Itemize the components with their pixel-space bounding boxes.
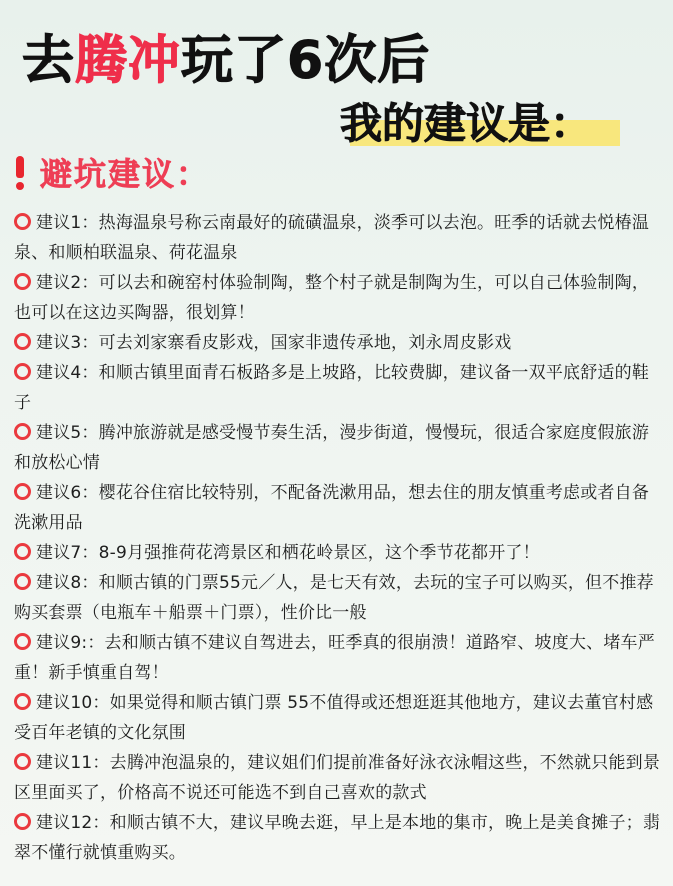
tips-list <box>14 208 664 868</box>
circle-bullet-icon <box>14 213 31 230</box>
tip-label: 建议10： <box>36 693 110 713</box>
circle-bullet-icon <box>14 573 31 590</box>
tip-label: 建议9:： <box>36 633 105 653</box>
circle-bullet-icon <box>14 273 31 290</box>
tip-text: 可以去和碗窑村体验制陶，整个村子就是制陶为生，可以自己体验制陶，也可以在这边买陶器，很划算！ <box>14 273 650 323</box>
tip-text: 可去刘家寨看皮影戏，国家非遗传承地，刘永周皮影戏 <box>98 333 512 353</box>
title-suffix: 玩了6次后 <box>181 30 431 91</box>
tip-label: 建议7： <box>36 543 99 563</box>
tip-label: 建议4： <box>36 363 99 383</box>
tip-label: 建议2： <box>36 273 99 293</box>
tip-item <box>14 748 664 808</box>
tip-label: 建议5： <box>36 423 99 443</box>
tip-item <box>14 538 664 568</box>
tip-text: 樱花谷住宿比较特别，不配备洗漱用品，想去住的朋友慎重考虑或者自备洗漱用品 <box>14 483 650 533</box>
tip-text: 8-9月强推荷花湾景区和栖花岭景区，这个季节花都开了！ <box>98 543 540 563</box>
circle-bullet-icon <box>14 753 31 770</box>
tip-text: 如果觉得和顺古镇门票 55不值得或还想逛逛其他地方，建议去董官村感受百年老镇的文化氛围 <box>14 693 654 743</box>
exclamation-icon <box>14 154 26 190</box>
tip-item <box>14 358 664 418</box>
subtitle-block <box>340 98 592 150</box>
circle-bullet-icon <box>14 693 31 710</box>
tip-text: 腾冲旅游就是感受慢节奏生活，漫步街道，慢慢玩，很适合家庭度假旅游和放松心情 <box>14 423 650 473</box>
tip-text: 去腾冲泡温泉的，建议姐们们提前准备好泳衣泳帽这些，不然就只能到景区里面买了，价格高不说还可能选不到自己喜欢的款式 <box>14 753 661 803</box>
tip-item <box>14 328 664 358</box>
tip-label: 建议11： <box>36 753 110 773</box>
tip-item <box>14 418 664 478</box>
tip-text: 和顺古镇的门票55元／人，是七天有效，去玩的宝子可以购买，但不推荐购买套票（电瓶车＋船票＋门票），性价比一般 <box>14 573 654 623</box>
circle-bullet-icon <box>14 813 31 830</box>
tip-item <box>14 628 664 688</box>
tip-item <box>14 208 664 268</box>
circle-bullet-icon <box>14 333 31 350</box>
circle-bullet-icon <box>14 363 31 380</box>
circle-bullet-icon <box>14 633 31 650</box>
subtitle: 我的建议是： <box>340 99 593 148</box>
page-title <box>22 20 430 90</box>
tip-label: 建议1： <box>36 213 99 233</box>
section-title: 避坑建议： <box>40 155 211 193</box>
tip-item <box>14 478 664 538</box>
tip-text: 去和顺古镇不建议自驾进去，旺季真的很崩溃！道路窄、坡度大、堵车严重！新手慎重自驾！ <box>14 633 655 683</box>
section-header <box>14 150 210 194</box>
title-prefix: 去 <box>22 30 76 91</box>
tip-item <box>14 268 664 328</box>
tip-text: 和顺古镇里面青石板路多是上坡路，比较费脚，建议备一双平底舒适的鞋子 <box>14 363 650 413</box>
tip-item <box>14 688 664 748</box>
tip-text: 和顺古镇不大，建议早晚去逛，早上是本地的集市，晚上是美食摊子；翡翠不懂行就慎重购买。 <box>14 813 661 863</box>
tip-item <box>14 808 664 868</box>
circle-bullet-icon <box>14 483 31 500</box>
tip-label: 建议6： <box>36 483 99 503</box>
title-highlight: 腾冲 <box>75 30 182 91</box>
tip-label: 建议8： <box>36 573 99 593</box>
tip-label: 建议12： <box>36 813 110 833</box>
tip-item <box>14 568 664 628</box>
tip-text: 热海温泉号称云南最好的硫磺温泉，淡季可以去泡。旺季的话就去悦椿温泉、和顺柏联温泉、荷花温泉 <box>14 213 650 263</box>
tip-label: 建议3： <box>36 333 99 353</box>
circle-bullet-icon <box>14 423 31 440</box>
circle-bullet-icon <box>14 543 31 560</box>
